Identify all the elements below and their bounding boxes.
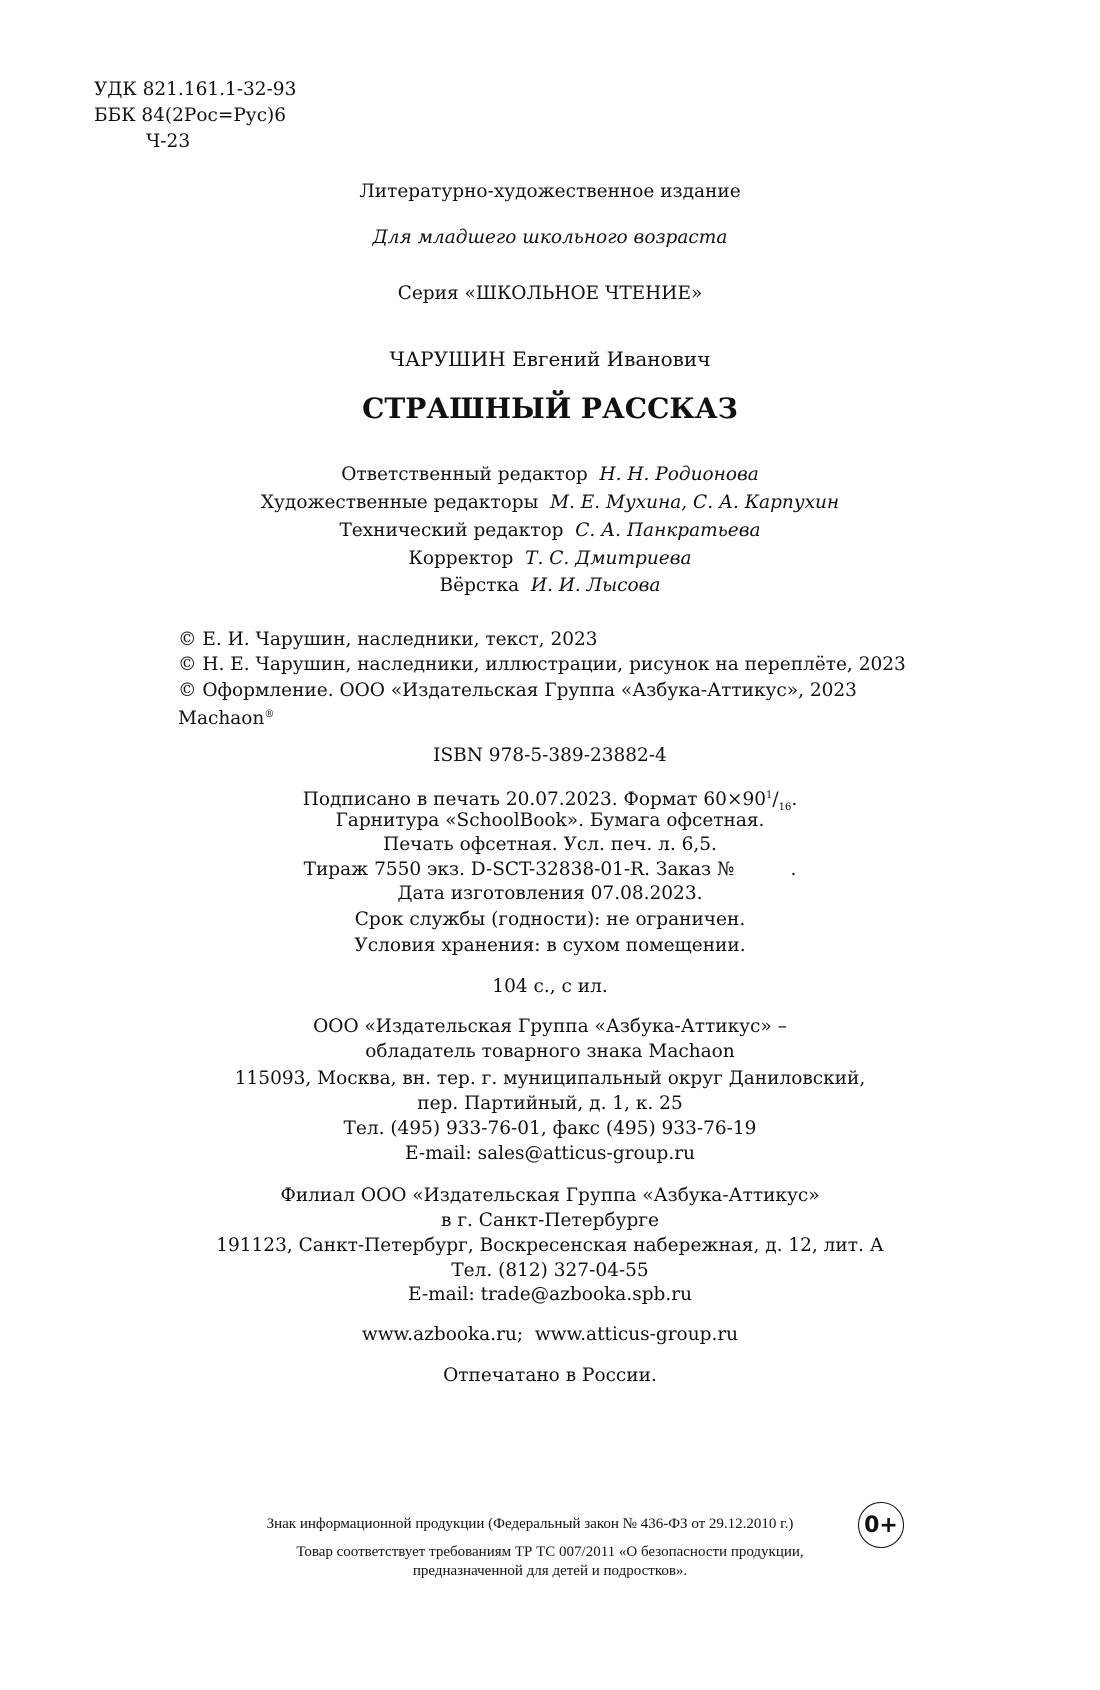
page-count: 104 с., с ил. xyxy=(492,976,608,997)
info-product-sign: Знак информационной продукции (Федеральный закон № 436-ФЗ от 29.12.2010 г.) xyxy=(266,1516,794,1532)
format-denominator: 16 xyxy=(778,801,792,813)
copyright-line: © Н. Е. Чарушин, наследники, иллюстрации, рисунок на переплёте, 2023 xyxy=(178,654,906,675)
credit-names: С. А. Панкратьева xyxy=(575,520,761,541)
print-signed: Подписано в печать 20.07.2023. Формат $60\times 90^1/_{16}$. xyxy=(302,789,798,813)
branch-email[interactable]: E-mail: trade@azbooka.spb.ru xyxy=(407,1284,693,1305)
credit-role: Корректор xyxy=(408,548,514,569)
branch-line: 191123, Санкт-Петербург, Воскресенская набережная, д. 12, лит. А xyxy=(216,1235,884,1256)
publisher-line: обладатель товарного знака Machaon xyxy=(365,1041,735,1062)
series: Серия «ШКОЛЬНОЕ ЧТЕНИЕ» xyxy=(397,283,703,304)
print-method: Печать офсетная. Усл. печ. л. 6,5. xyxy=(383,834,717,855)
branch-line: в г. Санкт-Петербурге xyxy=(441,1210,659,1231)
print-signed-text: Подписано в печать 20.07.2023. Формат 60×90 xyxy=(302,789,766,811)
audience: Для младшего школьного возраста xyxy=(372,227,728,248)
credit-names: И. И. Лысова xyxy=(530,575,661,596)
credit-role: Технический редактор xyxy=(339,520,564,541)
edition-type: Литературно-художественное издание xyxy=(359,181,741,202)
isbn: ISBN 978-5-389-23882-4 xyxy=(433,745,667,766)
printed-in: Отпечатано в России. xyxy=(443,1365,657,1386)
credit-line xyxy=(0,575,1100,597)
print-run-text: Тираж 7550 экз. D-SCT-32838-01-R. Заказ № xyxy=(303,859,735,880)
conformity-line: Товар соответствует требованиям ТР ТС 007/2011 «О безопасности продукции, xyxy=(296,1544,804,1560)
credit-line xyxy=(0,492,1100,514)
print-run xyxy=(0,859,1100,881)
registered-mark: ® xyxy=(264,709,275,720)
credit-line xyxy=(0,464,1100,486)
credit-names: М. Е. Мухина, С. А. Карпухин xyxy=(550,492,840,513)
websites[interactable]: www.azbooka.ru; www.atticus-group.ru xyxy=(361,1324,739,1345)
credit-line xyxy=(0,520,1100,542)
storage-conditions: Условия хранения: в сухом помещении. xyxy=(354,935,746,956)
publisher-line: ООО «Издательская Группа «Азбука-Аттикус» – xyxy=(313,1016,787,1037)
trademark xyxy=(178,704,578,730)
copyright-line: © Оформление. ООО «Издательская Группа «Азбука-Аттикус», 2023 xyxy=(178,680,857,701)
manufacture-date: Дата изготовления 07.08.2023. xyxy=(397,883,703,904)
conformity-line: предназначенной для детей и подростков». xyxy=(412,1563,688,1579)
copyright-line: © Е. И. Чарушин, наследники, текст, 2023 xyxy=(178,629,598,650)
publisher-phone: Тел. (495) 933-76-01, факс (495) 933-76-19 xyxy=(343,1118,757,1139)
age-rating: 0+ xyxy=(864,1512,898,1538)
credit-role: Ответственный редактор xyxy=(341,464,588,485)
publisher-email[interactable]: E-mail: sales@atticus-group.ru xyxy=(404,1143,696,1164)
author-mark: Ч-23 xyxy=(146,131,191,152)
publisher-line: 115093, Москва, вн. тер. г. муниципальный округ Даниловский, xyxy=(234,1068,866,1089)
branch-line: Филиал ООО «Издательская Группа «Азбука-Аттикус» xyxy=(280,1185,820,1206)
credit-names: Т. С. Дмитриева xyxy=(525,548,692,569)
format-end: . xyxy=(791,789,798,811)
print-run-end: . xyxy=(790,859,797,880)
credit-role: Вёрстка xyxy=(439,575,520,596)
format-numerator: 1 xyxy=(766,790,773,801)
credit-role: Художественные редакторы xyxy=(260,492,539,513)
bbk-code: ББК 84(2Рос=Рус)6 xyxy=(94,105,287,126)
publisher-line: пер. Партийный, д. 1, к. 25 xyxy=(417,1093,683,1114)
udk-code: УДК 821.161.1-32-93 xyxy=(94,79,297,100)
trademark-name: Machaon xyxy=(178,708,265,730)
book-title: СТРАШНЫЙ РАССКАЗ xyxy=(362,392,738,425)
print-typeface: Гарнитура «SchoolBook». Бумага офсетная. xyxy=(335,810,765,831)
age-rating-badge xyxy=(858,1502,904,1548)
branch-phone: Тел. (812) 327-04-55 xyxy=(451,1260,649,1281)
credit-names: Н. Н. Родионова xyxy=(599,464,759,485)
author-name: ЧАРУШИН Евгений Иванович xyxy=(389,347,711,371)
credit-line xyxy=(0,548,1100,570)
shelf-life: Срок службы (годности): не ограничен. xyxy=(354,909,746,930)
